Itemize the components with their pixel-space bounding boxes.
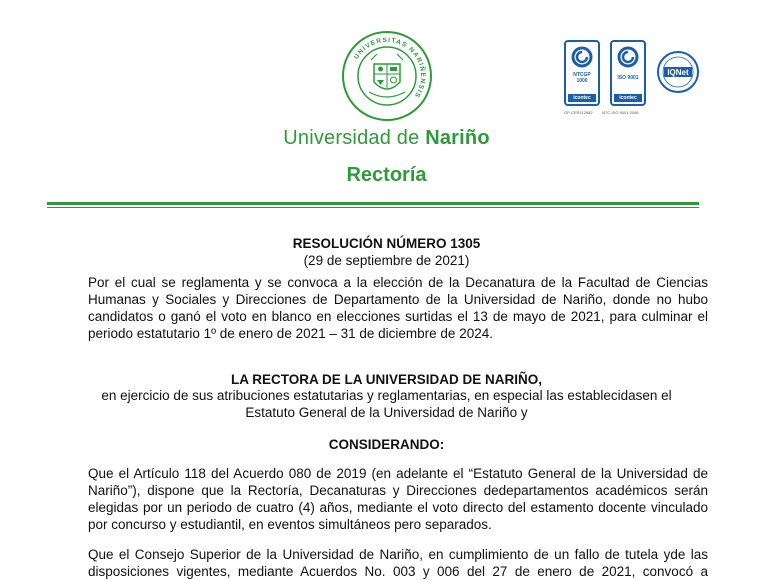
summary-line: Humanas y Sociales y Direcciones de Departamento de la Universidad de Nariño, donde no hubo bbox=[88, 292, 708, 307]
considering-paragraph-1 bbox=[88, 465, 708, 533]
resolution-summary bbox=[88, 274, 708, 342]
cert-label: ISO 9001 bbox=[617, 75, 639, 81]
seal-ring-text: UNIVERSITAS NARIÑENSIS bbox=[352, 36, 427, 100]
cert-code: GP-CER112982 bbox=[564, 110, 593, 115]
iqnet-icon bbox=[656, 50, 700, 94]
resolution-title: RESOLUCIÓN NÚMERO 1305 bbox=[292, 236, 481, 251]
cert-code: NTC-ISO 9001:2008 bbox=[602, 110, 639, 115]
resolution-date: (29 de septiembre de 2021) bbox=[303, 253, 470, 268]
paragraph-line: por concurso y estudiantil, en eventos simultáneos pero separados. bbox=[88, 517, 492, 532]
paragraph-line: elegidas por un periodo de cuatro (4) años, mediante el voto directo del estamento docente vinculado bbox=[88, 500, 708, 515]
cert-brand: icontec bbox=[614, 94, 642, 102]
iso-certification-badge bbox=[610, 40, 646, 106]
university-name-bold: Nariño bbox=[425, 127, 490, 149]
icontec-swirl-icon bbox=[571, 46, 593, 68]
university-name bbox=[0, 127, 773, 150]
authority-title: LA RECTORA DE LA UNIVERSIDAD DE NARIÑO, bbox=[230, 372, 542, 387]
authority-line: en ejercicio de sus atribuciones estatutarias y reglamentarias, en especial las establecidasen el bbox=[101, 388, 672, 403]
paragraph-line: Que el Consejo Superior de la Universidad de Nariño, en cumplimiento de un fallo de tutela yde las bbox=[88, 547, 708, 562]
summary-line: Por el cual se reglamenta y se convoca a la elección de la Decanatura de la Facultad de Ciencias bbox=[88, 275, 708, 290]
university-name-regular: Universidad de bbox=[283, 127, 426, 149]
considering-paragraph-2 bbox=[88, 546, 708, 580]
office-name: Rectoría bbox=[346, 164, 427, 186]
icontec-swirl-icon bbox=[617, 46, 639, 68]
cert-number: 1000 bbox=[576, 78, 588, 84]
ntcgp-certification-badge bbox=[564, 40, 600, 106]
iqnet-label: IQNet bbox=[667, 68, 689, 77]
header-divider-thick bbox=[47, 202, 699, 205]
certification-logos bbox=[560, 40, 706, 120]
university-seal-logo bbox=[341, 30, 433, 122]
header-divider-thin bbox=[47, 207, 699, 208]
paragraph-line: disposiciones vigentes, mediante Acuerdos No. 003 y 006 del 27 de enero de 2021, convocó a bbox=[88, 564, 708, 579]
cert-brand: icontec bbox=[568, 94, 596, 102]
paragraph-line: Que el Artículo 118 del Acuerdo 080 de 2019 (en adelante el “Estatuto General de la Universidad de bbox=[88, 466, 708, 481]
considering-title: CONSIDERANDO: bbox=[328, 437, 445, 452]
summary-line: candidatos o ganó el voto en blanco en elecciones surtidas el 13 de mayo de 2021, para culminar el bbox=[88, 309, 708, 324]
summary-line: periodo estatutario 1º de enero de 2021 – 31 de diciembre de 2024. bbox=[88, 326, 493, 341]
cert-label: NTCGP bbox=[573, 72, 591, 78]
paragraph-line: Nariño”), dispone que la Rectoría, Decanaturas y Direcciones dedepartamentos académicos serán bbox=[88, 483, 708, 498]
authority-line: Estatuto General de la Universidad de Nariño y bbox=[245, 405, 528, 420]
